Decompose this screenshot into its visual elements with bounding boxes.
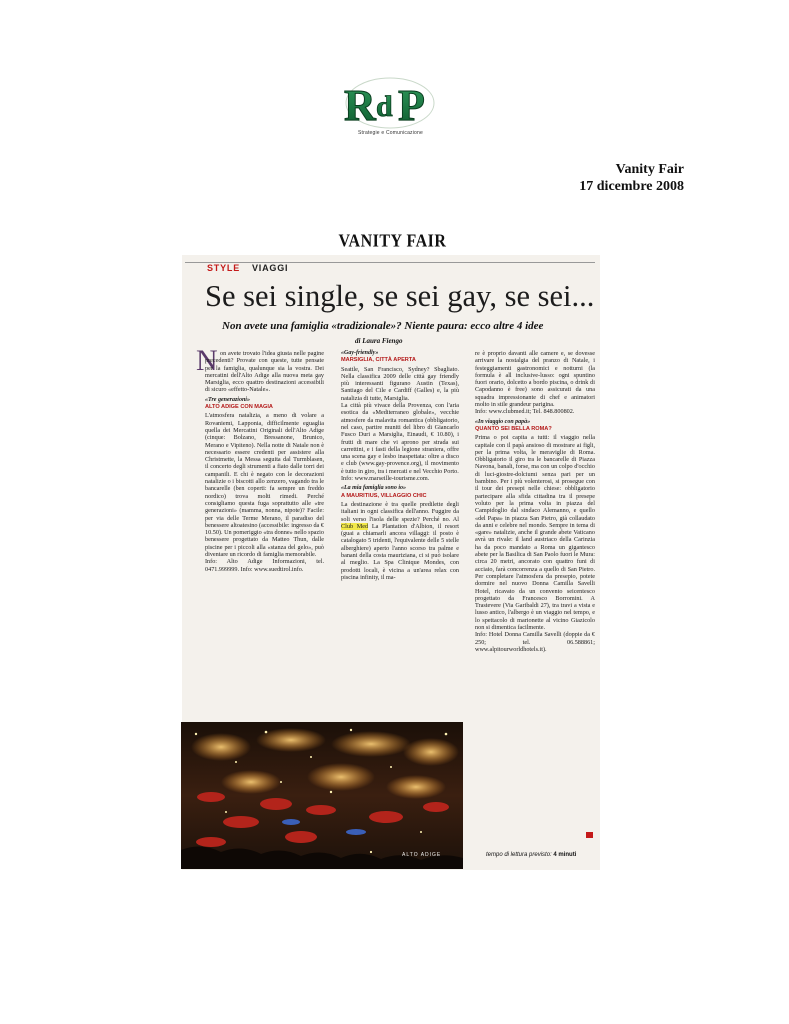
intro-paragraph: on avete trovato l'idea giusta nelle pagine precedenti? Provate con queste, tutte pensate per la famiglia, qualunque sia la vostra. Dei mercatini dell'Alto Adige alla nuova meta gay Marsiglia, ecco quattro destinazioni accessibili di sicuro «effetto-Natale».	[205, 350, 324, 394]
section-subtitle: QUANTO SEI BELLA ROMA?	[475, 425, 552, 432]
drop-cap: N	[196, 344, 218, 377]
svg-text:d: d	[376, 90, 393, 123]
body-paragraph: Prima o poi capita a tutti: il viaggio nella capitale con il papà ansioso di mostrare ai figli, per la prima volta, le meraviglie di Roma. Obbligatorio il giro tra le bancarelle di Piazza Navona, banali, forse, ma con un colpo d'occhio di luci-giostre-dolciumi senza pari per un bambino. Per i più volenterosi, si prosegue con il tour dei presepi nelle chiese: obbligatorio partecipare alla sfida cittadina tra il presepe voluto per la prima volta in piazza del Campidoglio dal sindaco Alemanno, e quello «del Papa» in piazza San Pietro, già collaudato da anni e celebre nel mondo. Sempre in tema di «gare» natalizie, anche il grande abete Vaticano avrà un rivale: il land austriaco della Carinzia ha da poco mandato a Roma un gigantesco abete per la Basilica di San Paolo fuori le Mura: circa 20 metri, ancorato con quattro funi di acciaio, farà concorrenza a quello di San Pietro. Per completare l'atmosfera da presepio, potete dormire nel nuovo Donna Camilla Savelli Hotel, ricavato da un convento seicentesco progettato da Francesco Borromini. A Trastevere (Via Garibaldi 27), tra travi a vista e lusso antico, l'albergo è un viaggio nel tempo, e lo spettacolo di marionette al vicino Giazicolo non si dimentica facilmente.	[475, 434, 595, 631]
article-column-2	[341, 350, 459, 581]
reading-time-label: tempo di lettura previsto:	[486, 852, 552, 858]
article-headline: Se sei single, se sei gay, se sei...	[205, 279, 595, 313]
highlighted-text: Club Med	[341, 522, 369, 530]
magazine-masthead: VANITY FAIR	[338, 231, 447, 252]
photo-caption: ALTO ADIGE	[402, 852, 442, 858]
logo-tagline: Strategie e Comunicazione	[357, 130, 424, 136]
section-sublabel: VIAGGI	[252, 263, 289, 273]
reading-time-value: 4 minuti	[553, 852, 577, 858]
section-subtitle: MARSIGLIA, CITTÀ APERTA	[341, 357, 416, 364]
section-subtitle: A MAURITIUS, VILLAGGIO CHIC	[341, 492, 427, 499]
section-rubric: «Gay-friendly»	[341, 350, 379, 356]
body-paragraph	[341, 501, 459, 581]
article-byline: di Laura Fiengo	[355, 337, 403, 345]
article-column-3	[475, 350, 595, 653]
info-line: Info: www.marseille-tourisme.com.	[341, 475, 430, 483]
body-paragraph: Seattle, San Francisco, Sydney? Sbagliato. Nella classifica 2009 delle città gay friendly più interessanti figurano Austin (Texas), Santiago del Cile e Cardiff (Galles) e, la più natalizia di tutte, Marsiglia.	[341, 365, 459, 402]
section-rule	[185, 262, 595, 263]
end-mark-icon	[586, 832, 593, 838]
section-rubric: «Tre generazioni»	[205, 396, 250, 403]
section-rubric: «La mia famiglia sono io»	[341, 485, 407, 492]
christmas-market-photo	[181, 722, 463, 869]
article-column-1	[205, 350, 324, 573]
body-text: La Plantation d'Albion, il resort (guai a chiamarli ancora villaggi: il posto è catalogato 5 tridenti, l'equivalente delle 5 stelle alberghiere) aperto l'anno scorso tra palme e banani della costa mauriziana, ci si può isolare al meglio. La Spa Clinique Mondes, con prodotti locali, è vicina a un'area relax con piscina infinity, il ma-	[341, 522, 460, 581]
body-paragraph: re è proprio davanti alle camere e, se dovesse arrivare la nostalgia del pranzo di Natale, i festeggiamenti gastronomici e notturni (la formula è all inclusive-lusso: ogni spuntino fuori orario, dolcetto a bordo piscina, o drink di Capodanno è free) sono assicurati da una squadra impressionante di chef e animatori molto in stile grandeur parigina.	[475, 350, 595, 409]
svg-text:P: P	[398, 81, 425, 130]
info-line: Info: www.clubmed.it; Tel. 848.800802.	[475, 408, 575, 416]
reading-time	[486, 852, 576, 858]
section-rubric: «In viaggio con papà»	[475, 418, 531, 425]
source-date: 17 dicembre 2008	[579, 179, 684, 194]
body-paragraph: L'atmosfera natalizia, a meno di volare a Rovaniemi, Lapponia, difficilmente eguaglia quella dei Mercatini Originali dell'Alto Adige (cinque: Bolzano, Bressanone, Brunico, Merano e Vipiteno). Nella notte di Natale non è necessario essere credenti per assistere alla Christmette, la Messa seguita dal Turmblasen, il concerto degli strumenti a fiato dalle torri dei campanili. E chi è negato con le decorazioni natalizie o i biscotti allo zenzero, vagando tra le bancarelle (ben coperti: fa sempre un freddo nordico) trova molti rimedi. Perché consigliamo questa fuga soprattutto alle «tre generazioni» (mamma, nonna, nipote)? Facile: per via delle Terme Merano, il paradiso del benessere altoatesino (accessibile: ingresso da € 10.50). Un pomeriggio «tra donne» nello spazio benessere progettato da Matteo Thun, dalle piscine per i piccoli alla «stanza del gelo», può diventare un ricordo di famiglia memorabile.	[205, 412, 324, 559]
svg-text:R: R	[344, 81, 376, 130]
article-subheadline: Non avete una famiglia «tradizionale»? Niente paura: ecco altre 4 idee	[222, 320, 544, 332]
info-line: Info: Alto Adige Informazioni, tel. 0471.999999. Info: www.suedtirol.info.	[205, 558, 324, 573]
section-subtitle: ALTO ADIGE CON MAGIA	[205, 404, 273, 411]
section-label: STYLE	[207, 263, 241, 273]
info-line: Info: Hotel Donna Camilla Savelli (doppie da € 250; tel. 06.588861; www.alpitourworldhotels.it).	[475, 631, 595, 653]
source-name: Vanity Fair	[615, 162, 684, 177]
body-paragraph: La città più vivace della Provenza, con l'aria esotica da «Mediterraneo globale», vecchie atmosfere da malavita romantica (obbligatorio, nel caso, partire muniti del libro di Giancarlo Fusco Duri a Marsiglia, Einaudi, € 10.80), i frutti di mare che vi aprono per strada sui carrettini, e i fasti della legione straniera, offre una scena gay e lesbo inaspettata: oltre a disco e club (www.gay-provence.org), il movimento è tutto in giro, tra i mercati e nel Vecchio Porto.	[341, 402, 459, 475]
rdp-logo	[340, 72, 440, 134]
body-text: La destinazione è tra quelle predilette degli italiani in ogni classifica dell'anno. Fuggire da soli verso l'isola delle spezie? Perché no. Al	[341, 500, 459, 523]
